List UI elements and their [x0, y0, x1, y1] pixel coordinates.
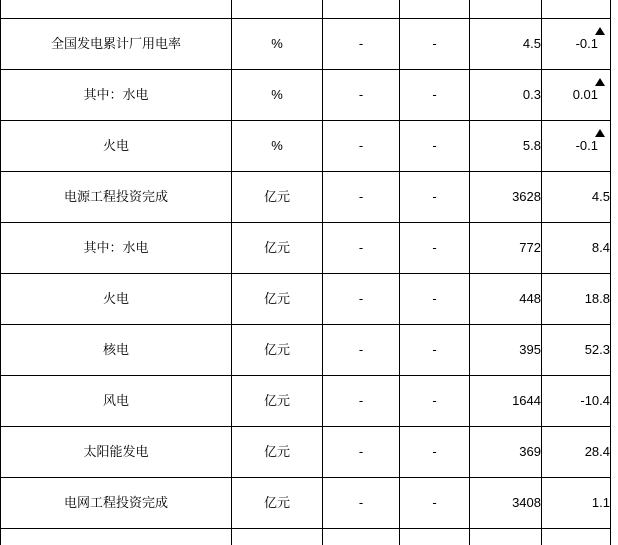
- triangle-up-icon: [595, 27, 605, 35]
- row-value-1: -: [323, 427, 400, 478]
- row-value-4: 4.5: [542, 172, 611, 223]
- cell-value-4: [542, 0, 611, 19]
- row-value-2: -: [400, 121, 470, 172]
- row-label: 全国发电累计厂用电率: [1, 19, 232, 70]
- row-unit: %: [232, 70, 323, 121]
- table-body: [1, 0, 611, 545]
- row-value-2: -: [400, 325, 470, 376]
- table-row: [1, 478, 611, 529]
- row-value-2: -: [400, 478, 470, 529]
- row-value-3: 5.8: [470, 121, 542, 172]
- row-label: 火电: [1, 121, 232, 172]
- row-value-4: 18.8: [542, 274, 611, 325]
- row-value-1: -: [323, 376, 400, 427]
- row-value-3: 448: [470, 274, 542, 325]
- row-label: 风电: [1, 376, 232, 427]
- row-value-4: -10.4: [542, 376, 611, 427]
- table-row: [1, 376, 611, 427]
- row-value-4: 1.1: [542, 478, 611, 529]
- cell-unit: [232, 0, 323, 19]
- row-value-3: 3628: [470, 172, 542, 223]
- row-unit: 亿元: [232, 325, 323, 376]
- cell-value-1: [323, 529, 400, 545]
- row-unit: 亿元: [232, 274, 323, 325]
- table-row: [1, 274, 611, 325]
- cell-unit: [232, 529, 323, 545]
- row-unit: 亿元: [232, 427, 323, 478]
- table-row-partial-bottom: [1, 529, 611, 545]
- row-label: 太阳能发电: [1, 427, 232, 478]
- row-unit: %: [232, 19, 323, 70]
- row-value-3: 395: [470, 325, 542, 376]
- row-value-4: 8.4: [542, 223, 611, 274]
- row-value-2: -: [400, 172, 470, 223]
- row-value-3: 3408: [470, 478, 542, 529]
- table-row: [1, 70, 611, 121]
- row-value-1: -: [323, 325, 400, 376]
- row-value-1: -: [323, 121, 400, 172]
- row-unit: %: [232, 121, 323, 172]
- triangle-up-icon: [595, 129, 605, 137]
- row-label: 电网工程投资完成: [1, 478, 232, 529]
- cell-value-2: [400, 529, 470, 545]
- row-unit: 亿元: [232, 478, 323, 529]
- table-row: [1, 223, 611, 274]
- row-value-3: 4.5: [470, 19, 542, 70]
- row-unit: 亿元: [232, 376, 323, 427]
- table-row: [1, 172, 611, 223]
- row-value-4: -0.1: [576, 36, 598, 51]
- cell-value-1: [323, 0, 400, 19]
- row-label: 核电: [1, 325, 232, 376]
- row-value-2: -: [400, 427, 470, 478]
- row-value-1: -: [323, 70, 400, 121]
- row-value-1: -: [323, 19, 400, 70]
- table-row: [1, 427, 611, 478]
- row-label: 电源工程投资完成: [1, 172, 232, 223]
- row-value-4: 52.3: [542, 325, 611, 376]
- row-value-3: 369: [470, 427, 542, 478]
- triangle-up-icon: [595, 78, 605, 86]
- row-unit: 亿元: [232, 223, 323, 274]
- row-value-4-cell: [542, 121, 611, 172]
- row-value-2: -: [400, 223, 470, 274]
- row-value-4: 0.01: [573, 87, 598, 102]
- cell-value-3: [470, 529, 542, 545]
- cell-name: [1, 529, 232, 545]
- row-unit: 亿元: [232, 172, 323, 223]
- row-value-4: 28.4: [542, 427, 611, 478]
- row-value-2: -: [400, 376, 470, 427]
- row-value-4-cell: [542, 19, 611, 70]
- cell-value-4: [542, 529, 611, 545]
- cell-name: [1, 0, 232, 19]
- cell-value-3: [470, 0, 542, 19]
- row-value-1: -: [323, 274, 400, 325]
- row-label: 其中：水电: [1, 70, 232, 121]
- cell-value-2: [400, 0, 470, 19]
- row-value-3: 1644: [470, 376, 542, 427]
- row-label: 其中：水电: [1, 223, 232, 274]
- row-value-2: -: [400, 70, 470, 121]
- row-value-3: 772: [470, 223, 542, 274]
- table-row-partial-top: [1, 0, 611, 19]
- table-row: [1, 325, 611, 376]
- row-value-2: -: [400, 274, 470, 325]
- row-value-4: -0.1: [576, 138, 598, 153]
- row-value-1: -: [323, 223, 400, 274]
- row-value-3: 0.3: [470, 70, 542, 121]
- table-row: [1, 19, 611, 70]
- table-row: [1, 121, 611, 172]
- row-value-1: -: [323, 172, 400, 223]
- row-value-4-cell: [542, 70, 611, 121]
- row-value-2: -: [400, 19, 470, 70]
- row-label: 火电: [1, 274, 232, 325]
- row-value-1: -: [323, 478, 400, 529]
